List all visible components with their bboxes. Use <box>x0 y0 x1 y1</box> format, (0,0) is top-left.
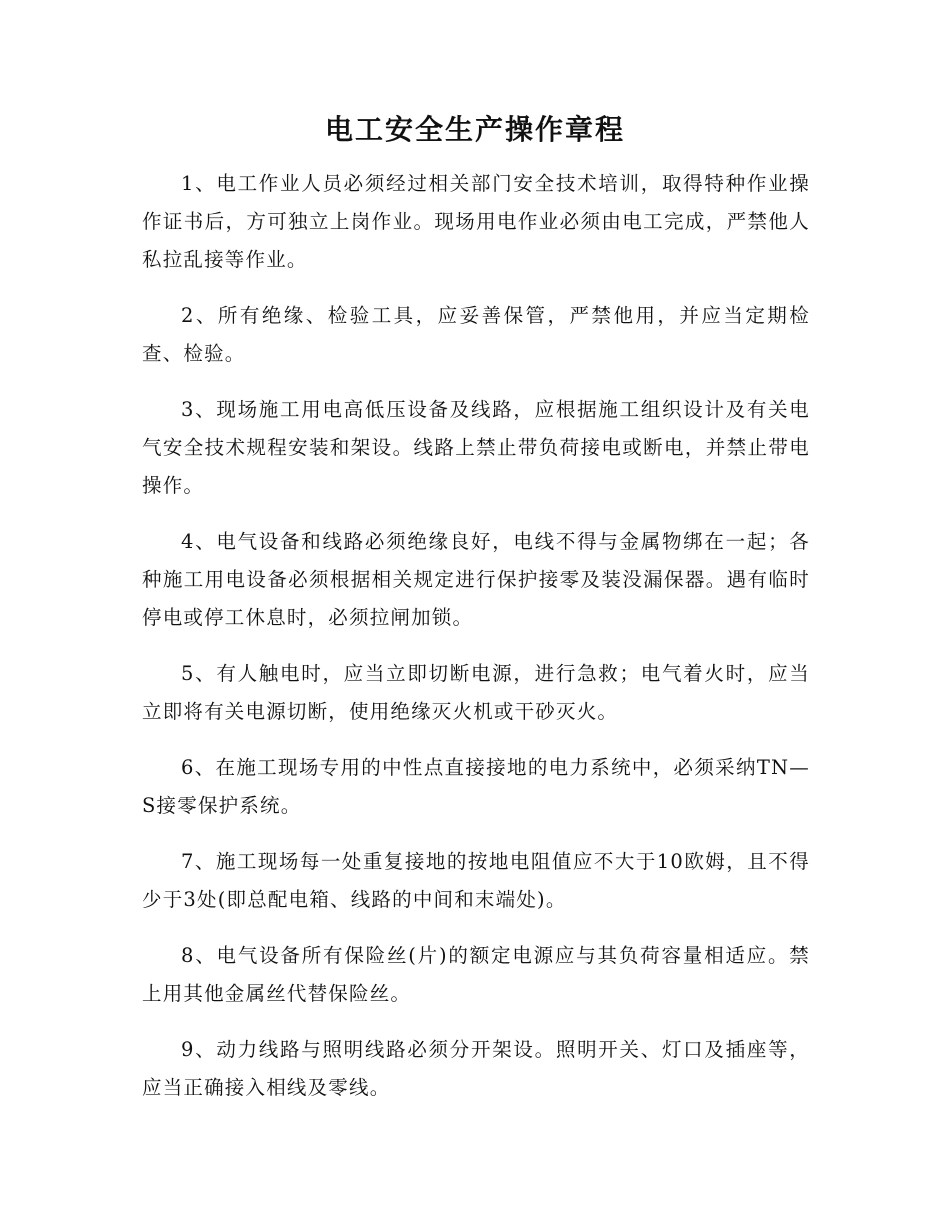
document-body <box>142 165 810 1125</box>
document-title: 电工安全生产操作章程 <box>324 113 625 146</box>
paragraph-1: 1、电工作业人员必须经过相关部门安全技术培训，取得特种作业操作证书后，方可独立上岗作业。现场用电作业必须由电工完成，严禁他人私拉乱接等作业。 <box>142 172 810 271</box>
paragraph-9: 9、动力线路与照明线路必须分开架设。照明开关、灯口及插座等，应当正确接入相线及零线。 <box>142 1038 810 1099</box>
paragraph-4: 4、电气设备和线路必须绝缘良好，电线不得与金属物绑在一起；各种施工用电设备必须根据相关规定进行保护接零及装没漏保器。遇有临时停电或停工休息时，必须拉闸加锁。 <box>142 530 810 629</box>
paragraph-8: 8、电气设备所有保险丝(片)的额定电源应与其负荷容量相适应。禁上用其他金属丝代替保险丝。 <box>142 944 810 1005</box>
paragraph-3: 3、现场施工用电高低压设备及线路，应根据施工组织设计及有关电气安全技术规程安装和架设。线路上禁止带负荷接电或断电，并禁止带电操作。 <box>142 398 810 497</box>
paragraph-5: 5、有人触电时，应当立即切断电源，进行急救；电气着火时，应当立即将有关电源切断，使用绝缘灭火机或干砂灭火。 <box>142 662 810 723</box>
paragraph-7: 7、施工现场每一处重复接地的按地电阻值应不大于10欧姆，且不得少于3处(即总配电箱、线路的中间和末端处)。 <box>142 850 810 911</box>
paragraph-6: 6、在施工现场专用的中性点直接接地的电力系统中，必须采纳TN—S接零保护系统。 <box>142 756 810 817</box>
paragraph-2: 2、所有绝缘、检验工具，应妥善保管，严禁他用，并应当定期检查、检验。 <box>142 304 810 365</box>
